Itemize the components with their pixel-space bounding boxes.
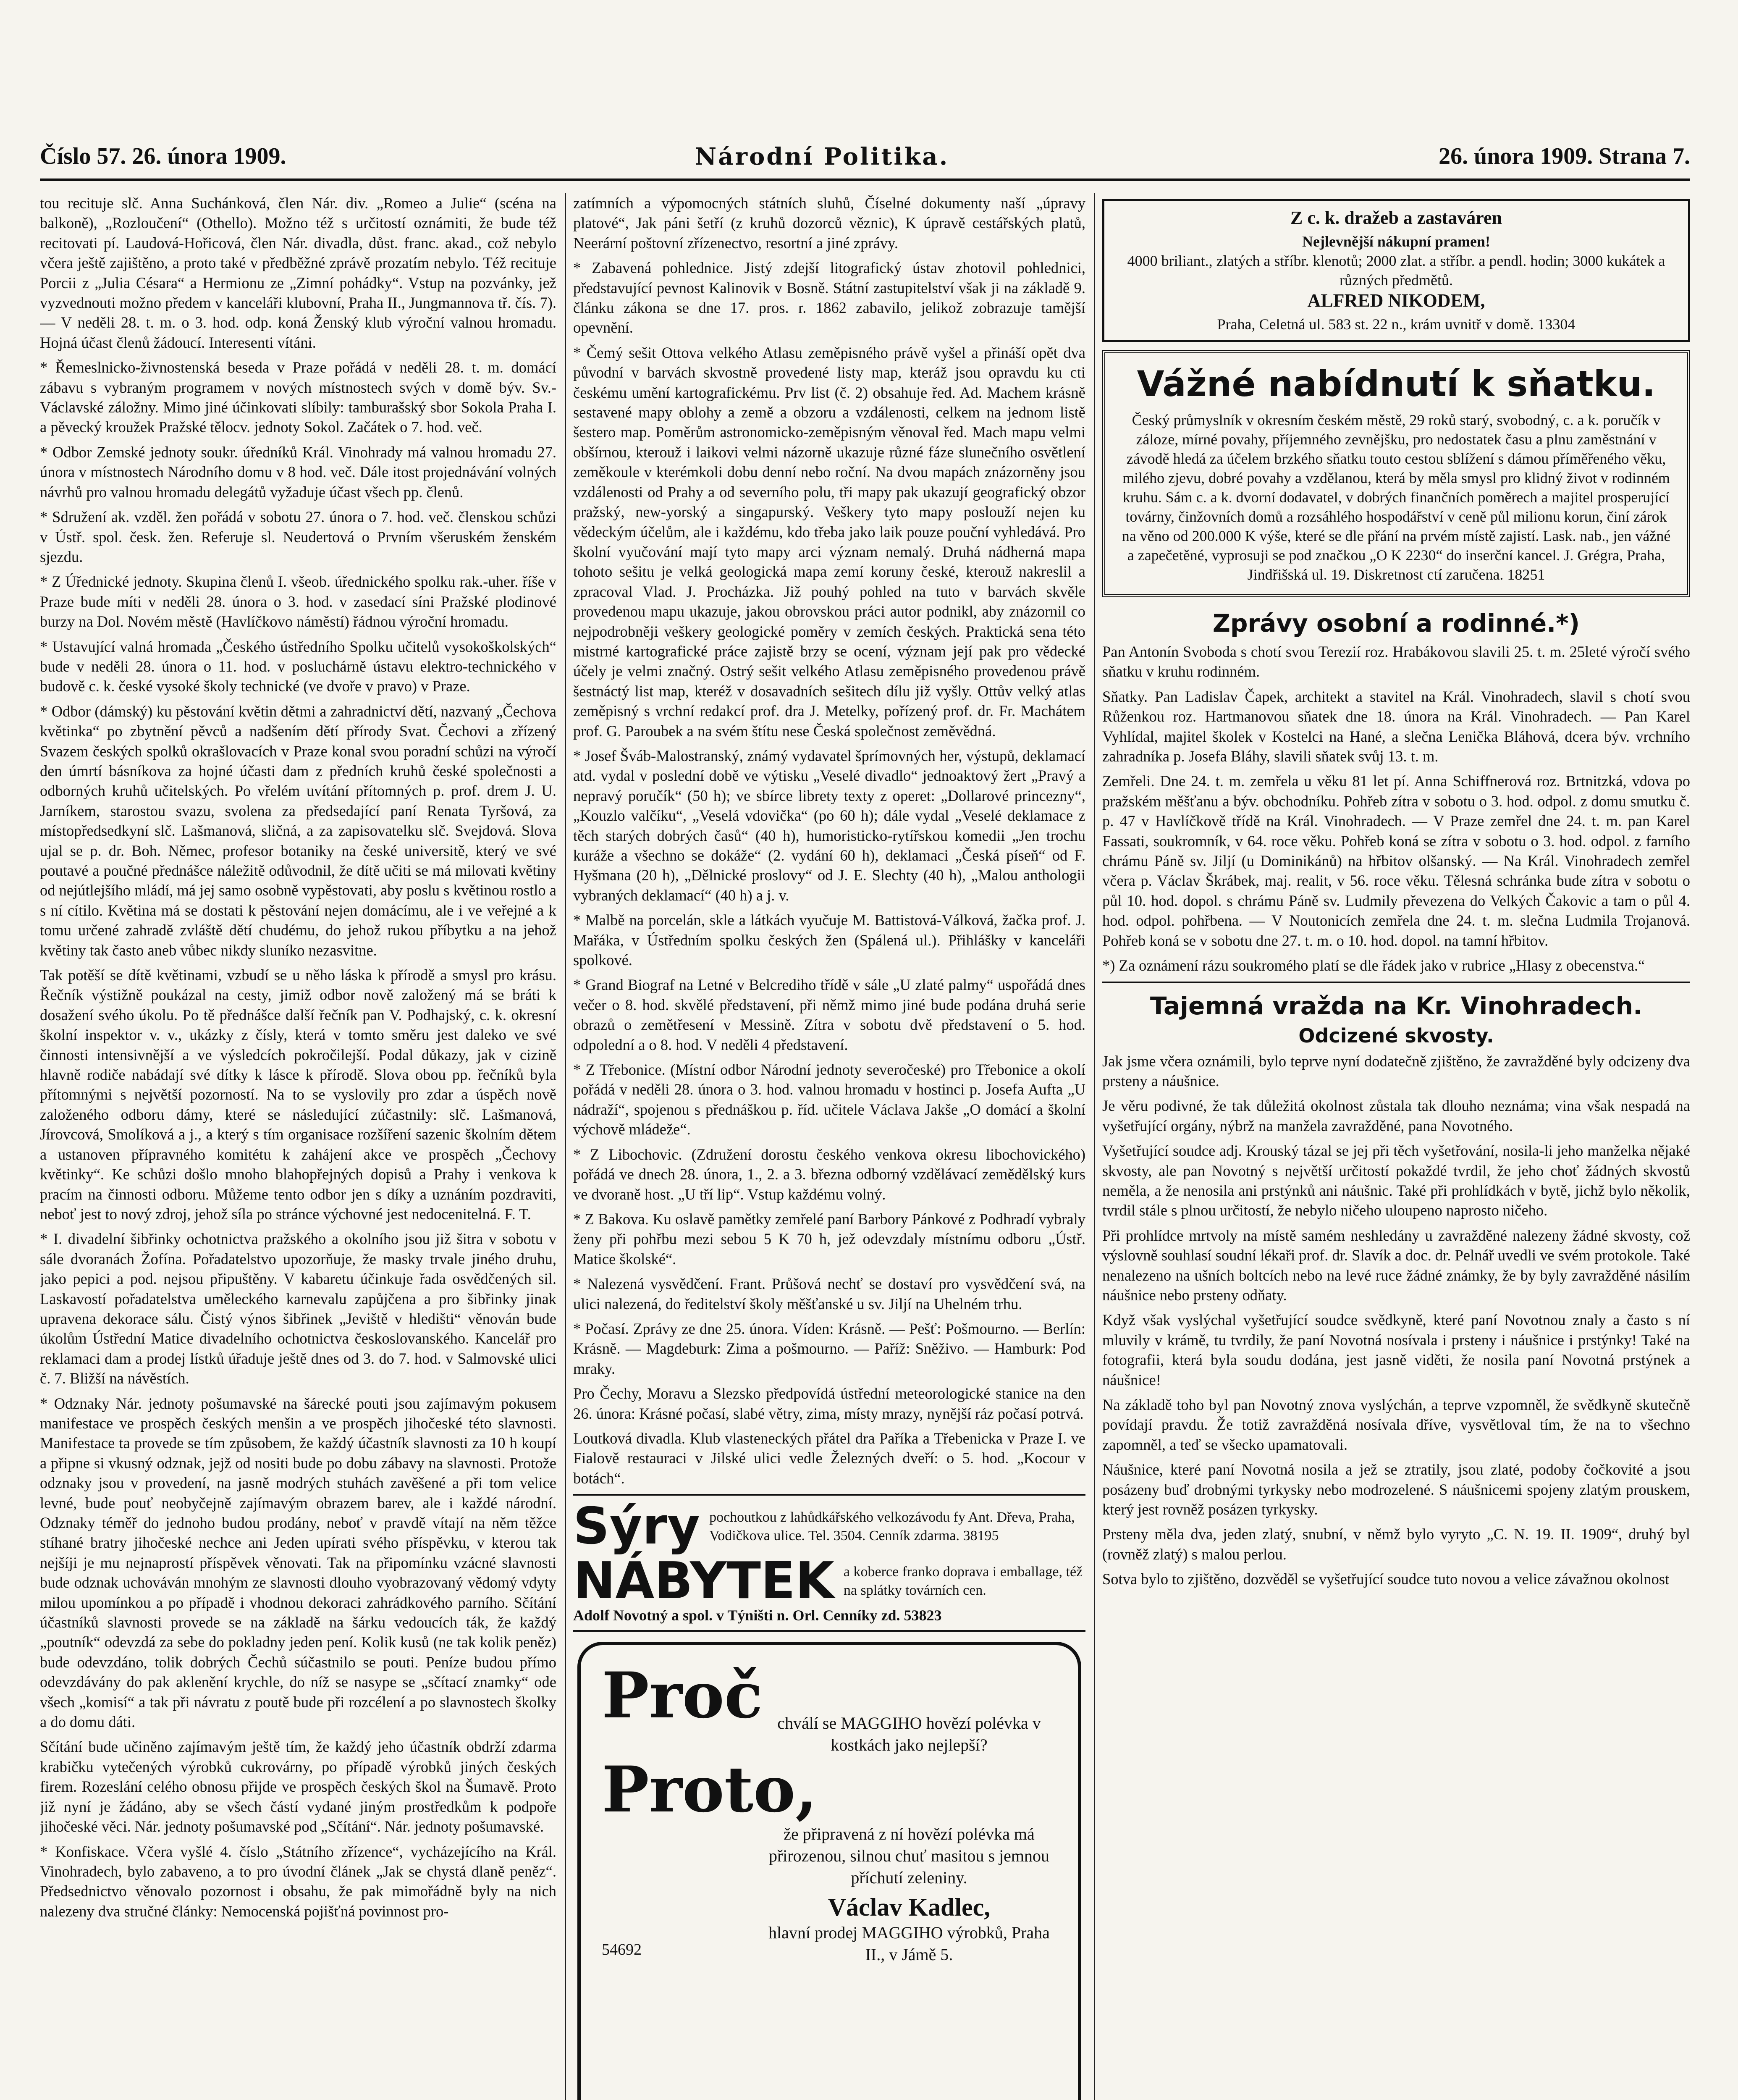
article-paragraph: * Z Bakova. Ku oslavě pamětky zemřelé paní Barbory Pánkové z Podhradí vybraly ženy při pohřbu mezi sebou 5 K 70 h, jež odevzdaly místnímu odboru „Ústř. Matice školské“. [573, 1210, 1085, 1268]
article-paragraph: Vyšetřující soudce adj. Krouský tázal se jej při těch vyšetřování, nosila-li jeho manželka nějaké skvosty, ale pan Novotný s největší určitostí pokaždé tvrdil, že jeho choť žádných skvostů neměla, a že nenosila ani prstýnků ani náušnic. Také při prohlídkách v bytě, jichž bylo několik, tvrdil stále s plnou určitostí, že nebylo ničeho uloupeno naprosto ničeho. [1102, 1142, 1690, 1219]
article-paragraph: Zemřeli. Dne 24. t. m. zemřela u věku 81 let pí. Anna Schiffnerová roz. Brtnitzká, vdova po pražském měšťanu a býv. obchodníku. Pohřeb zítra v sobotu o 3. hod. odpol. z domu smutku č. p. 47 v Havlíčkově třídě na Král. Vinohradech. — V Praze zemřel dne 24. t. m. pan Karel Fassati, soukromník, v 64. roce věku. Pohřeb koná se zítra v sobotu o 3. hod. odpol. z farního chrámu Páně sv. Jiljí (u Dominikánů) na hřbitov olšanský. — Na Král. Vinohradech zemřel včera p. Václav Škrábek, maj. realit, v 56. roce věku. Tělesná schránka bude zítra v sobotu o půl 10. hod. dopol. s chrámu Páně sv. Ludmily převezena do Velkých Čakovic a tam o půl 4. hod. odpol. pohřbena. — V Noutonicích zemřela dne 24. t. m. slečna Ludmila Trojanová. Pohřeb koná se v sobotu dne 27. t. m. o 10. hod. dopol. na tamní hřbitov. [1102, 772, 1690, 949]
page-header [40, 139, 1690, 181]
ad-syry-headline: Sýry [573, 1497, 700, 1556]
article-paragraph: * Odznaky Nár. jednoty pošumavské na šárecké pouti jsou zajímavým pokusem manifestace ve prospěch českých menšin a ve prospěch jihočeské této slavnosti. Manifestace ta provede se tím způsobem, že každý účastník slavnosti za 10 h koupí a připne si vkusný odznak, jejž od nositi bude po dobu zábavy na slavnosti. Protože odznaky jsou v provedení, na jasně modrých stuhách zavěšené a při tom velice levné, bude pouť neobyčejně zajímavým obrazem barev, ale i každé národní. Odznaky téměř do jednoho budou prodány, neboť v pravdě vítají na něm těžce stíhané bratry jihočeské nechce ani Jeden upírati svého příspěvku, v kterou tak nejšíji je mu nejnaprostí příspěvek věnovati. Tak na připomínku vzácné slavnosti bude odznak uchováván mnohým ze slavnosti dlouho vyobrazovaný vědomý vdyty milou upomínkou a po případě i vhodnou dekoraci zahrádkového parního. Sčítání účastníků slavnosti provede se na základě na šárku vedoucích ták, že každý „poutník“ odevzdá za sebe do pokladny jeden pení. Kolik kusů (ne tak kolik peněz) bude odevzdáno, tolik dobrých Čechů súčastnilo se pouti. Peníze budou přímo odevzdávány do pak aklenění krychle, do níž se nasype se „sčítací znamky“ ode všech „komisí“ a tak při návratu z poutě bude při rozcélení a po slavnostech školky a do domu dáti. [40, 1394, 556, 1731]
ad-maggi-address: hlavní prodej MAGGIHO výrobků, Praha II., v Jámě 5. [768, 1923, 1050, 1964]
section-subtitle: Odcizené skvosty. [1298, 1024, 1494, 1047]
divider [1102, 982, 1690, 983]
ad-pawnshop [1102, 199, 1690, 342]
ad-syry-text: pochoutkou z lahůdkářského velkozávodu fy Ant. Dřeva, Praha, Vodičkova ulice. Tel. 3504. Cenník zdarma. 38195 [709, 1509, 1075, 1544]
article-paragraph: * Odbor (dámský) ku pěstování květin dětmi a zahradnictví dětí, nazvaný „Čechova květinka“ po zbytnění pěvců a nadšením dětí přírody Svat. Čechovi a zřízený Svazem českých spolků okrašlovacích v Praze konal svou poradní schůzi na výročí den úmrtí básníkova za hojné účasti dam z předních kruhů české společnosti a odborných kruhů učitelských. Po vřelém uvítání přítomných p. prof. drem J. U. Jarníkem, starostou svazu, svolena za předsedající paní Renata Tyršová, za místopředsedkyní slč. Lašmanová, sličná, a za zapisovatelku slč. Svejdová. Slova ujal se p. dr. Boh. Němec, profesor botaniky na české universitě, který ve své poutavé a poučné přednášce náležitě odůvodnil, že dítě učiti se má milovati květiny od nejútlejšího mládí, má jej samo osobně vypěstovati, aby poslu s květinou rostlo a s ní cítilo. Květina má se dostati k pěstování nejen domácímu, ale i ve veřejné a k tomu určené zahradě zvláště dětí chudému, do jehož rukou příbytku a na jehož květiny tak často aneb vůbec nikdy sluníko nezasvitne. [40, 702, 556, 959]
article-paragraph: Pan Antonín Svoboda s chotí svou Terezií roz. Hrabákovou slavili 25. t. m. 25leté výročí svého sňatku v kruhu rodinném. [1102, 643, 1690, 680]
article-paragraph: * Z Třebonice. (Místní odbor Národní jednoty severočeské) pro Třebonice a okolí pořádá v neděli 28. února o 3. hod. valnou hromadu v hostinci p. Josefa Aufta „U nádraží“, spojenou s přednáškou p. říd. učitele Václava Jakše „O domácí a školní výchově mládeže“. [573, 1061, 1085, 1138]
article-paragraph: * Z Libochovic. (Združení dorostu českého venkova okresu libochovického) pořádá ve dnech 28. února, 1., 2. a 3. března odborný vzdělávací zemědělský kurs ve dvoraně host. „U tří lip“. Vstup každému volný. [573, 1145, 1085, 1203]
article-paragraph: * Řemeslnicko-živnostenská beseda v Praze pořádá v neděli 28. t. m. domácí zábavu s vybraným programem v nových místnostech svých v domě býv. Sv.-Václavské záložny. Mimo jiné účinkovati slíbily: tamburašský sbor Sokola Praha I. a pěvecký kroužek Pražské tělocv. jednoty Sokol. Začátek o 7. hod. več. [40, 359, 556, 436]
divider [573, 1494, 1085, 1496]
article-paragraph: Sotva bylo to zjištěno, dozvěděl se vyšetřující soudce tuto novou a velice závažnou okolnost [1102, 1570, 1670, 1588]
column-rule [1094, 193, 1095, 2100]
ad-pawnshop-address: Praha, Celetná ul. 583 st. 22 n., krám uvnitř v domě. 13304 [1217, 316, 1575, 333]
ad-pawnshop-title: Z c. k. dražeb a zastaváren [1290, 207, 1502, 228]
article-paragraph: Pro Čechy, Moravu a Slezsko předpovídá ústřední meteorologické stanice na den 26. února: Krásné počasí, slabé větry, zima, místy mrazy, nynější ráz počasí potrvá. [573, 1385, 1085, 1422]
article-paragraph: Sňatky. Pan Ladislav Čapek, architekt a stavitel na Král. Vinohradech, slavil s chotí svou Růženkou roz. Hartmanovou sňatek dne 18. února na Král. Vinohradech. — Pan Karel Vyhlídal, majitel školek v Kostelci na Hané, a slečna Lenička Bláhová, dcera býv. vrchního zahradníka p. Josefa Bláhy, slavili sňatek svůj 13. t. m. [1102, 688, 1690, 765]
ad-pawnshop-tagline: Nejlevnější nákupní pramen! [1302, 233, 1491, 250]
section-title-personal: Zprávy osobní a rodinné.*) [1212, 609, 1580, 638]
ad-maggi [577, 1642, 1081, 2100]
footnote: *) Za oznámení rázu soukromého platí se dle řádek jako v rubrice „Hlasy z obecenstva.“ [1102, 957, 1645, 974]
article-paragraph: Na základě toho byl pan Novotný znova vyslýchán, a teprve vzpomněl, že svědkyně skutečně povídají pravdu. Že totiž zavražděná nosívala dříve, vysvětloval tím, že na to všechno zapomněl, a teď se všecko upamatovali. [1102, 1396, 1690, 1453]
column-2 [573, 193, 1085, 2100]
ad-maggi-headline-1: Proč [602, 1659, 763, 1733]
ad-nabytek-headline: NÁBYTEK [573, 1552, 834, 1611]
header-page-number: 26. února 1909. Strana 7. [1439, 143, 1690, 169]
article-paragraph: * Ustavující valná hromada „Českého ústředního Spolku učitelů vysokoškolských“ bude v neděli 28. února o 11. hod. v posluchárně ústavu elektro-technického v budově c. k. české vysoké školy technické (ve dvoře v pravo) v Praze. [40, 638, 556, 695]
ad-nabytek-firm: Adolf Novotný a spol. v Týništi n. Orl. Cenníky zd. 53823 [573, 1607, 942, 1624]
divider [573, 1630, 1085, 1632]
ad-nabytek-text: a koberce franko doprava i emballage, též na splátky továrních cen. [843, 1564, 1083, 1599]
article-paragraph: Při prohlídce mrtvoly na místě samém neshledány u zavražděné nalezeny žádné skvosty, což výslovně souhlasí soudní lékaři prof. dr. Slavík a doc. dr. Pelnář uvedli ve svém protokole. Také nenalezeno na ušních boltcích nebo na levé ruce žádné známky, že by byly zavražděné násilím náušnice nebo prsteny odňaty. [1102, 1226, 1690, 1304]
column-3 [1102, 193, 1690, 2100]
section-title-murder: Tajemná vražda na Kr. Vinohradech. [1150, 991, 1643, 1020]
article-paragraph: * Grand Biograf na Letné v Belcrediho třídě v sále „U zlaté palmy“ uspořádá dnes večer o 8. hod. skvělé představení, při němž mimo jiné bude podána druhá serie obrazů o zemětřesení v Messině. Zítra v sobotu dvě představení o 5. hod. odpolední a o 8. hod. V neděli 4 představení. [573, 976, 1085, 1053]
ad-maggi-headline-2: Proto, [602, 1753, 818, 1827]
article-paragraph: tou recituje slč. Anna Suchánková, člen Nár. div. „Romeo a Julie“ (scéna na balkoně), „Rozloučení“ (Othello). Možno též s určitostí oznámiti, že bude též recitovati pí. Laudová-Hořicová, člen Nár. divadla, důst. franc. akad., což nebylo včera ještě zajištěno, a proto také v předběžné zprávě prozatím nebylo. Též recituje Porcii z „Julia Césara“ a Hermionu ze „Zimní pohádky“. Vstup na pozvánky, jež vyzvednouti možno předem v kanceláři klubovní, Praha II., Jungmannova tř. čís. 7). — V neděli 28. t. m. o 3. hod. odp. koná Ženský klub výroční valnou hromadu. Hojná účast členů žádoucí. Interesenti vítáni. [40, 194, 556, 351]
ad-nabytek [573, 1552, 1085, 1611]
ad-pawnshop-items: 4000 briliant., zlatých a stříbr. klenotů; 2000 zlat. a stříbr. a pendl. hodin; 3000 kukátek a různých předmětů. [1127, 252, 1665, 289]
ad-pawnshop-firm: ALFRED NIKODEM, [1307, 290, 1485, 311]
article-paragraph: * Nalezená vysvědčení. Frant. Průšová nechť se dostaví pro vysvědčení svá, na ulici nalezená, do ředitelství školy měšťanské u sv. Jiljí na Uhelném trhu. [573, 1275, 1085, 1312]
article-paragraph: Loutková divadla. Klub vlasteneckých přátel dra Paříka a Třebenicka v Praze I. ve Fialově restauraci v Jilské ulici vedle Železných dveří: o 5. hod. „Kocour v botách“. [573, 1429, 1085, 1487]
article-paragraph: * Počasí. Zprávy ze dne 25. února. Víden: Krásně. — Pešť: Pošmourno. — Berlín: Krásně. — Magdeburk: Zima a pošmourno. — Paříž: Sněživo. — Hamburk: Pod mraky. [573, 1320, 1085, 1377]
article-paragraph: * Z Úřednické jednoty. Skupina členů I. všeob. úřednického spolku rak.-uher. říše v Praze bude míti v neděli 28. února o 3. hod. v zasedací síni Pražské plodinové burzy na Dol. Novém městě (Havlíčkovo náměstí) řádnou výroční hromadu. [40, 573, 556, 630]
article-paragraph: zatímních a výpomocných státních sluhů, Číselné dokumenty naší „úpravy platové“, Jak páni šetří (z kruhů dozorců věznic), K úpravě cestářských platů, Neerární poštovní zřízenectvo, resortní a jiné zprávy. [573, 194, 1085, 252]
article-paragraph: * Josef Šváb-Malostranský, známý vydavatel šprímovných her, výstupů, deklamací atd. vydal v poslední době ve výtisku „Veselé divadlo“ jednoaktový žert „Pravý a nepravý poručík“ (50 h); ve sbírce librety texty z operet: „Dollarové princezny“, „Kouzlo valčíku“, „Veselá vdovička“ (po 60 h); dále vydal „Veselé deklamace z těch starých dobrých časů“ (40 h), humoristicko-rytířskou komedii „Jen trochu kuráže a všechno se dokáže“ (2. vydání 60 h), deklamaci „Česká píseň“ od F. Hyšmana (20 h), „Dělnické proslovy“ od J. E. Slechty (40 h), „Malou anthologii vybraných deklamací“ (40 h) a j. v. [573, 747, 1085, 904]
article-paragraph: Prsteny měla dva, jeden zlatý, snubní, v němž bylo vyryto „C. N. 19. II. 1909“, druhý byl (rovněž zlatý) s malou perlou. [1102, 1525, 1690, 1563]
ad-maggi-text-2: že připravená z ní hovězí polévka má přirozenou, silnou chuť masitou s jemnou příchutí zeleniny. [768, 1824, 1050, 1887]
article-paragraph: * I. divadelní šibřinky ochotnictva pražského a okolního jsou již šitra v sobotu v sále dvoranách Žofína. Pořadatelstvo upozorňuje, že masky trvale jiného druhu, jako pepici a pod. nejsou připuštěny. V kabaretu účinkuje řada osvědčených sil. Laskavostí pořadatelstva uměleckého karnevalu zapůjčena a pro šibřinky jinak upravena dekorace sálu. Čistý výnos šibřinek „Jeviště v hledišti“ věnován bude úkolům Ústřední Matice divadelního ochotnictva českoslovanského. Kancelář pro reklamaci dam a prodej lístků úřaduje ještě dnes od 3. do 7. hod. v Salmovské ulici č. 7. Bližší na návěstích. [40, 1230, 556, 1387]
newspaper-page [40, 139, 1690, 2100]
ad-marriage-title: Vážné nabídnutí k sňatku. [1137, 363, 1656, 404]
ad-syry [573, 1497, 1085, 1556]
article-paragraph: * Zabavená pohlednice. Jistý zdejší litografický ústav zhotovil pohlednici, představující pevnost Kalinovik v Bosně. Státní zastupitelství však ji na základě 9. článku zákona se dne 17. pros. r. 1862 zabavilo, jelikož zobrazuje tamější opevnění. [573, 259, 1085, 336]
ad-maggi-seller: Václav Kadlec, [828, 1893, 991, 1922]
article-paragraph: Je věru podivné, že tak důležitá okolnost zůstala tak dlouho neznáma; vina však nespadá na vyšetřující orgány, nýbrž na manžela zavražděné, pana Novotného. [1102, 1097, 1690, 1134]
ad-marriage-body: Český průmyslník v okresním českém městě, 29 roků starý, svobodný, c. a k. poručík v záloze, mírné povahy, příjemného zevnějšku, pro nedostatek času a plnu zaměstnání v závodě hledá za účelem brzkého sňatku touto cestou sblížení s dámou příměřeného věku, milého zjevu, dobré povahy a vzdělanou, která by měla smysl pro klidný život v rodinném kruhu. Sám c. a k. dvorní dodavatel, v dobrých finančních poměrech a majitel prosperující továrny, činžovních domů a rozsáhlého hospodářství v ceně půl milionu korun, činí zárok na věno od 200.000 K výše, které se dle přání na prvém místě zajistí. Lask. nab., jen vážné a zapečetěné, vyprosuji se pod značkou „O K 2230“ do inserční kancel. J. Grégra, Praha, Jindřišská ul. 19. Diskretnost ctí zaručena. 18251 [1122, 412, 1671, 583]
article-paragraph: * Sdružení ak. vzděl. žen pořádá v sobotu 27. února o 7. hod. več. členskou schůzi v Ústř. spol. česk. žen. Referuje sl. Neudertová o Prvním všeruském ženském sjezdu. [40, 508, 556, 565]
article-paragraph: Tak potěší se dítě květinami, vzbudí se u něho láska k přírodě a smysl pro krásu. Řečník výstižně poukázal na cesty, jimiž odbor nově založený má se bráti k dosažení svého úkolu. Po tě přednášce další řečník pan V. Podhajský, c. k. okresní školní inspektor v. v., ukázky z čísly, která v tomto směru jest daleko ve své činnosti intensivnější a ve výsledcích pokročilejší. Podal důkazy, jak v cizině hlavně rodiče nabádají své dítky k lásce k přírodě. Slova obou pp. řečníků byla přítomnými s největší pozorností. Na to se vyslovily pro zdar a úspěch nově založeného odboru dámy, které se následující zúčastnily: slč. Lašmanová, Jírovcová, Smolíková a j., a který s tím organisace rozšíření sazenic školním dětem a ustanoven přípravného komitétu k zahájení akce ve prospěch „Čechovy květinky“. Ke schůzi došlo mnoho blahopřejných dopisů a Prahy i venkova k pracím na činnosti odboru. Můžeme tento odbor jen s díky a uznáním pozdraviti, neboť jest to nový zdroj, jehož síla po stránce výchovné jest nedocenitelná. F. T. [40, 966, 556, 1223]
ad-maggi-number: 54692 [602, 1941, 642, 1959]
article-paragraph: * Konfiskace. Včera vyšlé 4. číslo „Státního zřízence“, vycházejícího na Král. Vinohradech, bylo zabaveno, a to pro úvodní článek „Jak se chystá dlaně peněz“. Předsednictvo věnovalo pozornost i obsahu, že pak mimořádně byly na nich nalezeny dva stručné články: Nemocenská pojišťná povinnost pro- [40, 1843, 556, 1920]
article-paragraph: * Čemý sešit Ottova velkého Atlasu zeměpisného právě vyšel a přináší opět dva původní v barvách skvostně provedené listy map, kteráž jsou opravdu ku cti českému umění kartografickému. Prv list (č. 2) obsahuje řed. Ad. Machem krásně sestavené mapy oblohy a země a obzoru a vzdálenosti, celkem na jednom listě šestero map. Poměrům astronomicko-zeměpisným věnoval řed. Mach mapu velmi obšírnou, kterouž i laikovi velmi názorně ukazuje různé fáze slunečního osvětlení zeměkoule v kterémkoli dobu denní nebo roční. Na dvou mapách znázorněny jsou vzdálenosti od Prahy a od severního polu, tři mapy pak ukazují geografický obzor pražský, new-yorský a singapurský. Veškery tyto mapy poslouží nejen ku vědeckým účelům, ale i každému, kdo třeba jako laik pouze pouční vyhledává. Pro školní vyučování mají tyto mapy arci význam nemalý. Druhá nádherná mapa tohoto sešitu je velká geologická mapa zemí koruny české, kterouž nakreslil a zpracoval Vlad. J. Procházka. Již pouhý pohled na tuto v barvách skvěle provedenou mapu ukazuje, jakou obrovskou práci autor podnikl, aby znázornil co nejpodrobněji veškery geologické poměry v zemích českých. Praktická sena této mistrné kartografické práce zajistě brzy se ocení, význam její pak pro vědecké účely je velmi značný. Ostrý sešit velkého Atlasu zeměpisného provedenou právě šestnáctý list map, kteréž v dosavadních sešitech dílu již vyšly. Ottův velký atlas zeměpisný s vrchní redakcí prof. dra J. Metelky, pořízený prof. dr. Fr. Machátem prof. G. Paroubek a na svém štítu nese Česká společnost zeměvědná. [573, 344, 1085, 740]
article-paragraph: Jak jsme včera oznámili, bylo teprve nyní dodatečně zjištěno, že zavražděné byly odcizeny dva prsteny a náušnice. [1102, 1052, 1690, 1089]
article-paragraph: Když však vyslýchal vyšetřující soudce svědkyně, které paní Novotnou znaly a často s ní mluvily v krámě, tu tvrdily, že paní Novotná nosívala i prsteny i náušnice i prstýnky! Také na fotografii, která byla soudu dodána, jest jasně viděti, že nosila paní Novotná prstýnek a náušnice! [1102, 1311, 1690, 1389]
article-paragraph: Náušnice, které paní Novotná nosila a jež se ztratily, jsou zlaté, podoby čočkovité a jsou posázeny buď drobnými tyrkysky nebo modrozelené. S náušnicemi spojeny zlatým prouskem, který jest rovněž posázen tyrkysky. [1102, 1461, 1690, 1518]
ad-marriage-offer [1102, 350, 1690, 597]
masthead-title: Národní Politika. [695, 143, 949, 171]
article-paragraph: * Odbor Zemské jednoty soukr. úředníků Král. Vinohrady má valnou hromadu 27. února v místnostech Národního domu v 8 hod. več. Dále itost projednávání volných návrhů pro valnou hromadu delegátů vyžaduje účast všech pp. členů. [40, 443, 556, 501]
column-rule [565, 193, 566, 2100]
article-paragraph: Sčítání bude učiněno zajímavým ještě tím, že každý jeho účastník obdrží zdarma krabičku vytečených výrobků cukrovárny, po případě výrobků jiných českých firem. Rozeslání celého obnosu přijde ve prospěch českých škol na Šumavě. Proto již nyní je žádáno, aby se všech částí vydané jiným prostředkům k podpoře jihočeské věci. Nár. jednoty pošumavské pod „Sčítání“. Nár. jednoty pošumavské. [40, 1738, 556, 1835]
article-paragraph: * Malbě na porcelán, skle a látkách vyučuje M. Battistová-Válková, žačka prof. J. Mařáka, v Ústředním spolku českých žen (Spálená ul.). Přihlášky v kanceláři spolkové. [573, 911, 1085, 969]
ad-maggi-text-1: chválí se MAGGIHO hovězí polévka v kostkách jako nejlepší? [777, 1714, 1041, 1755]
column-1 [40, 193, 556, 2100]
header-issue-date: Číslo 57. 26. února 1909. [40, 143, 286, 169]
